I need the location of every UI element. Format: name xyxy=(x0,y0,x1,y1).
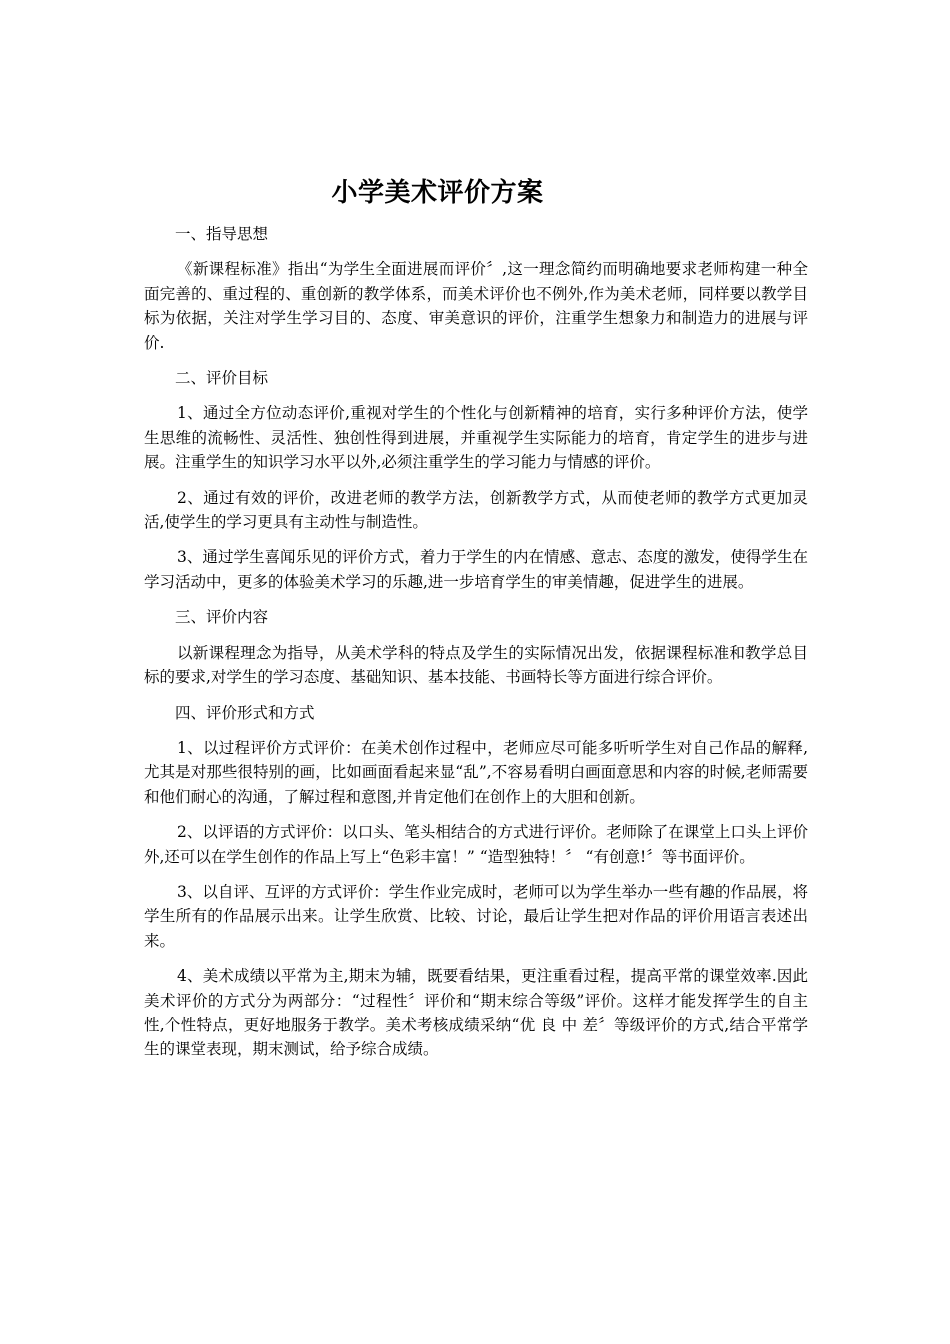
document-body xyxy=(144,222,808,1073)
paragraph: 2、通过有效的评价，改进老师的教学方法，创新教学方式，从而使老师的教学方式更加灵活,使学生的学习更具有主动性与制造性。 xyxy=(144,488,808,532)
paragraph: 3、以自评、互评的方式评价：学生作业完成时，老师可以为学生举办一些有趣的作品展，将学生所有的作品展示出来。让学生欣赏、比较、讨论，最后让学生把对作品的评价用语言表述出来。 xyxy=(144,882,808,950)
paragraph: 以新课程理念为指导，从美术学科的特点及学生的实际情况出发，依据课程标准和教学总目标的要求,对学生的学习态度、基础知识、基本技能、书画特长等方面进行综合评价。 xyxy=(144,643,808,687)
paragraph: 1、以过程评价方式评价：在美术创作过程中，老师应尽可能多听听学生对自己作品的解释,尤其是对那些很特别的画，比如画面看起来显“乱”,不容易看明白画面意思和内容的时候,老师需要和他们耐心的沟通，了解过程和意图,并肯定他们在创作上的大胆和创新。 xyxy=(144,738,808,806)
section-heading-evaluation-methods: 四、评价形式和方式 xyxy=(175,703,315,722)
paragraph: 《新课程标准》指出“为学生全面进展而评价〞,这一理念简约而明确地要求老师构建一种全面完善的、重过程的、重创新的教学体系，而美术评价也不例外,作为美术老师，同样要以教学目标为依据，关注对学生学习目的、态度、审美意识的评价，注重学生想象力和制造力的进展与评价. xyxy=(144,260,808,352)
paragraph: 4、美术成绩以平常为主,期末为辅，既要看结果，更注重看过程，提高平常的课堂效率.因此美术评价的方式分为两部分：“过程性〞评价和“期末综合等级”评价。这样才能发挥学生的自主性,个性特点，更好地服务于教学。美术考核成绩采纳“优 良 中 差〞等级评价的方式,结合平常学生的课堂表现，期末测试，给予综合成绩。 xyxy=(144,967,808,1059)
document-title: 小学美术评价方案 xyxy=(331,178,544,208)
section-heading-guiding-ideology: 一、指导思想 xyxy=(175,225,269,243)
paragraph: 1、通过全方位动态评价,重视对学生的个性化与创新精神的培育，实行多种评价方法，使学生思维的流畅性、灵活性、独创性得到进展，并重视学生实际能力的培育，肯定学生的进步与进展。注重学生的知识学习水平以外,必须注重学生的学习能力与情感的评价。 xyxy=(144,404,808,472)
section-heading-evaluation-content: 三、评价内容 xyxy=(175,608,269,627)
paragraph: 2、以评语的方式评价：以口头、笔头相结合的方式进行评价。老师除了在课堂上口头上评价外,还可以在学生创作的作品上写上“色彩丰富！” “造型独特！〞 “有创意!〞等书面评价。 xyxy=(144,823,808,866)
section-heading-evaluation-goals: 二、评价目标 xyxy=(175,369,269,388)
paragraph: 3、通过学生喜闻乐见的评价方式，着力于学生的内在情感、意志、态度的激发，使得学生在学习活动中，更多的体验美术学习的乐趣,进一步培育学生的审美情趣，促进学生的进展。 xyxy=(144,548,808,591)
